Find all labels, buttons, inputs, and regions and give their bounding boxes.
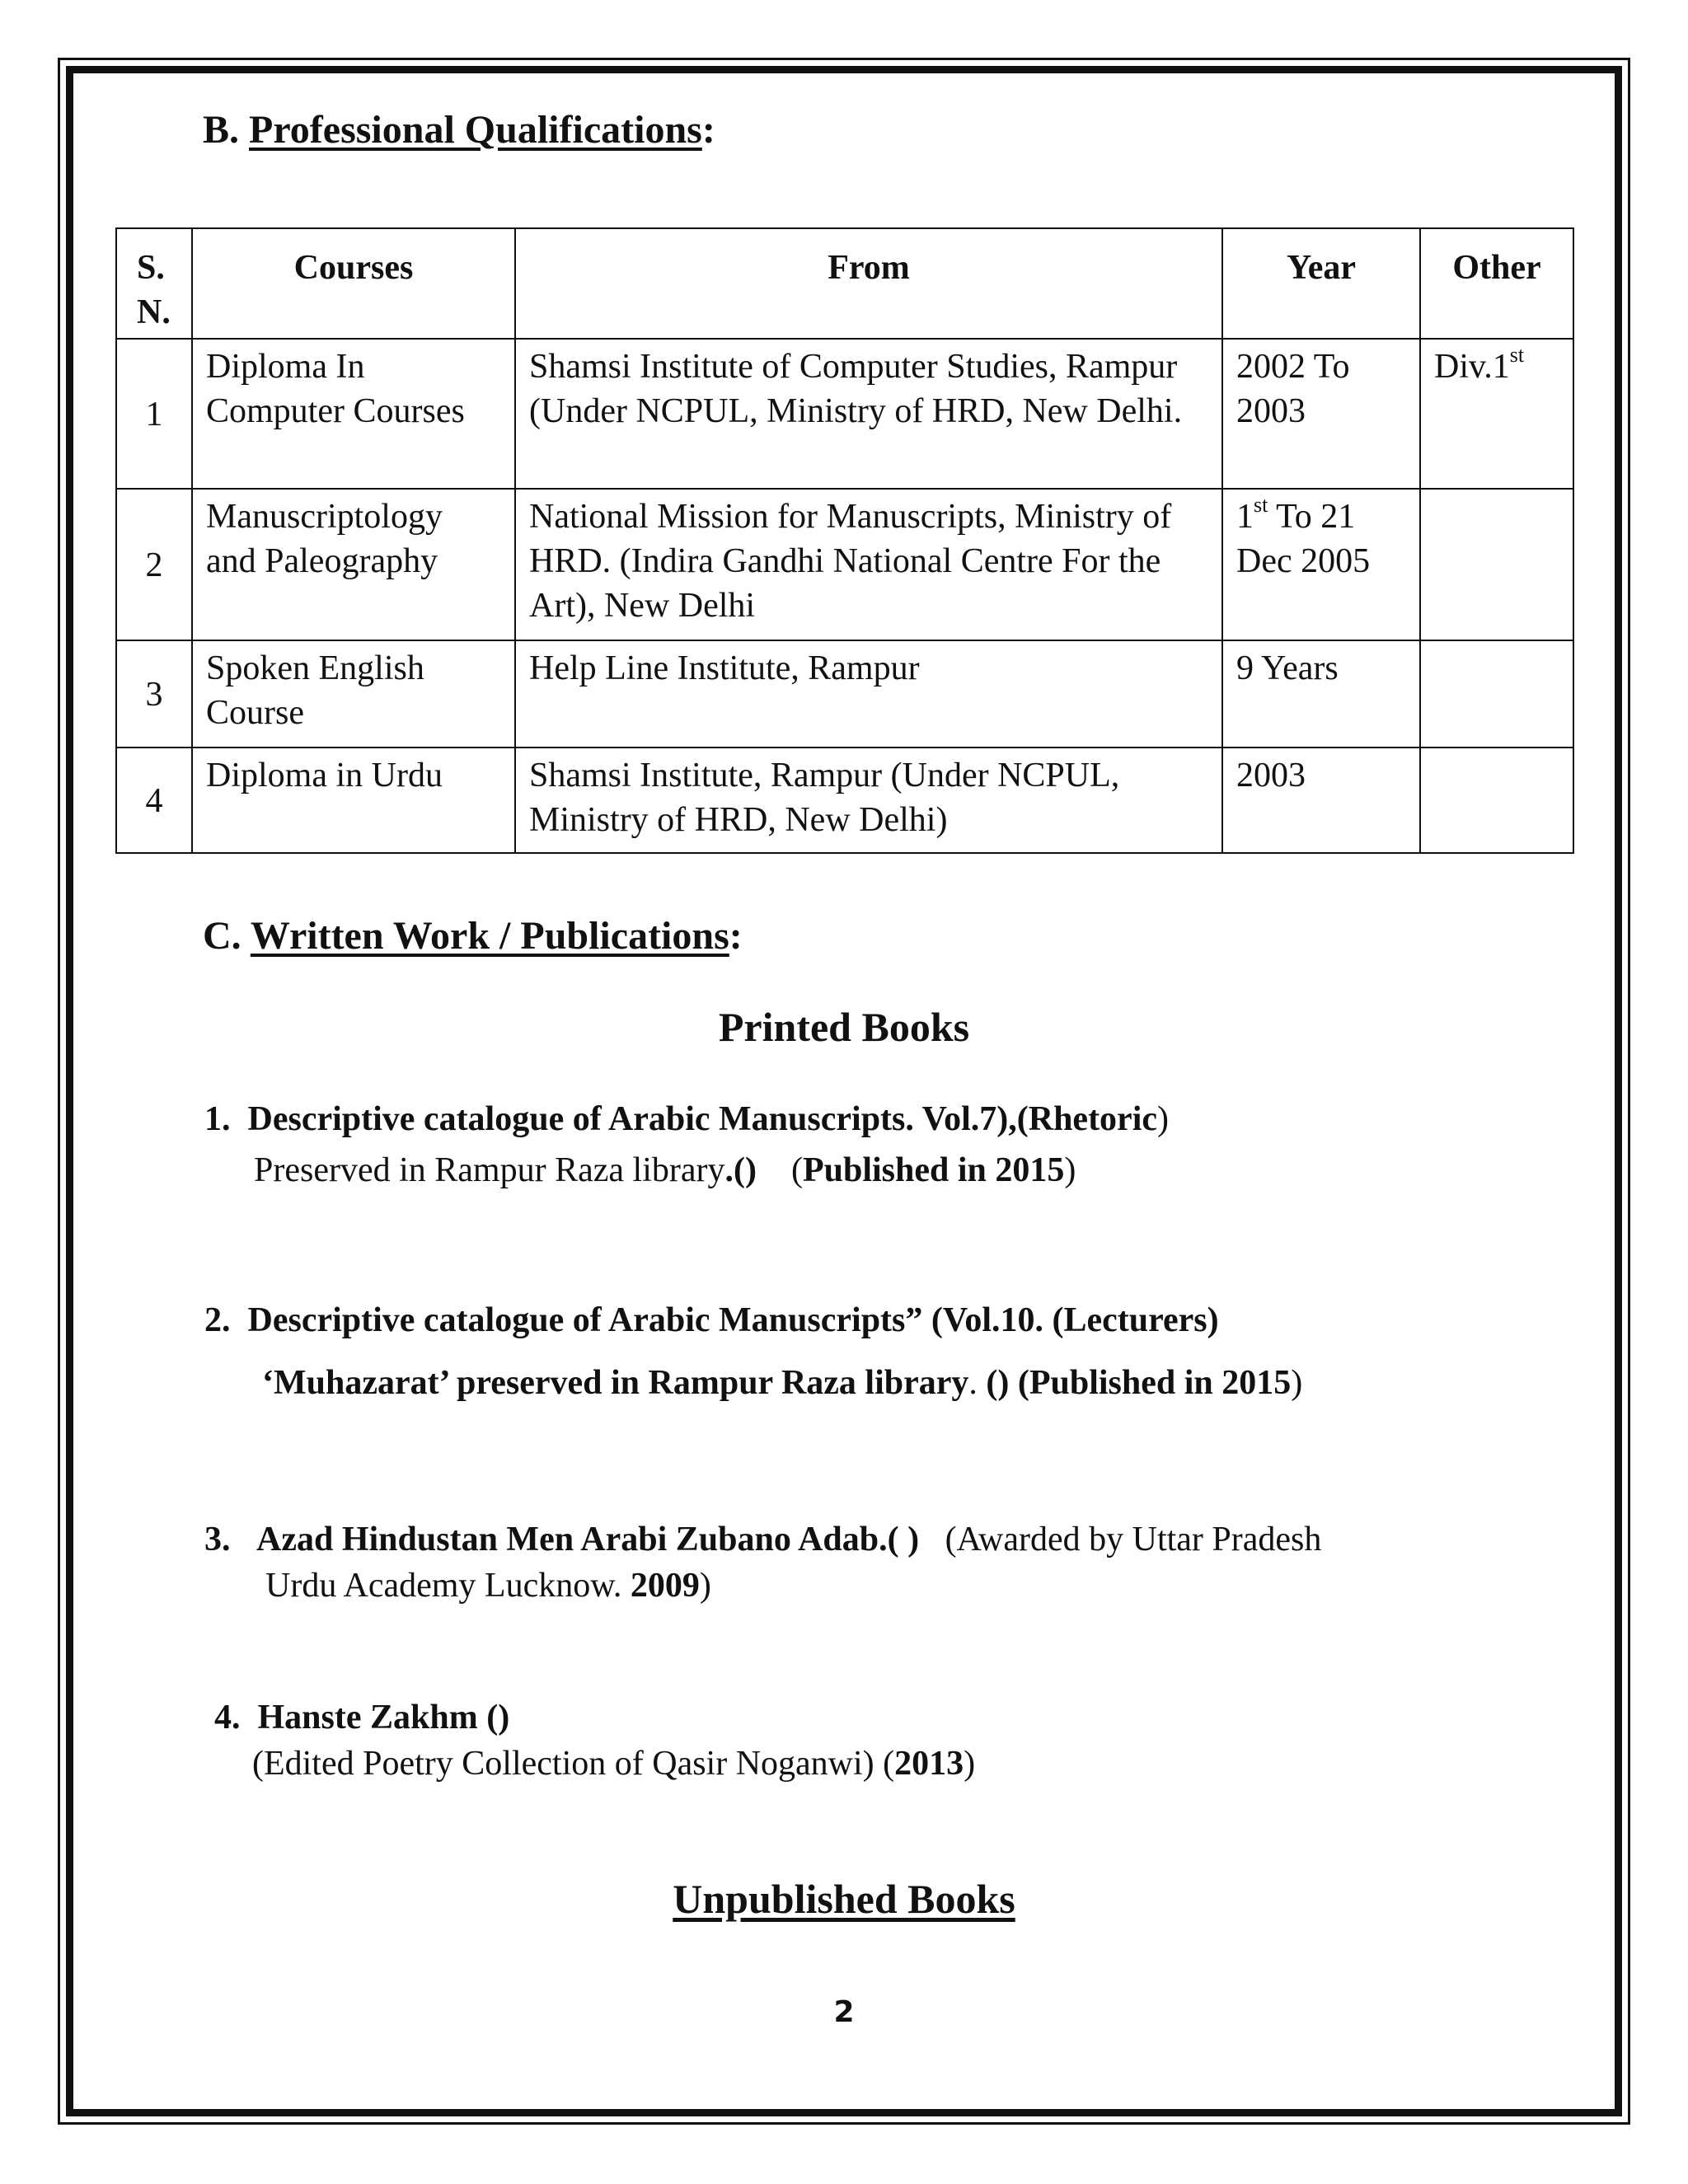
book-year: 2009	[630, 1567, 700, 1605]
book-item-4	[214, 1694, 509, 1741]
book-number: 3.	[204, 1521, 231, 1558]
book-detail-bold: ‘Muhazarat’ preserved in Rampur Raza library	[262, 1364, 969, 1402]
book-detail-mid: .	[968, 1364, 987, 1402]
year-base: 1	[1236, 498, 1254, 536]
book-detail-mid: (	[756, 1151, 803, 1189]
book-detail-bold: .()	[724, 1151, 757, 1189]
section-b-title: Professional Qualifications	[249, 108, 702, 152]
cell-year: 9 Years	[1222, 640, 1420, 748]
section-c-heading	[203, 913, 743, 959]
table-row	[116, 339, 1573, 489]
book-number: 4.	[214, 1699, 241, 1736]
book-detail-end: )	[699, 1567, 711, 1605]
cell-from: Help Line Institute, Rampur	[515, 640, 1222, 748]
cell-year: 2002 To 2003	[1222, 339, 1420, 489]
book-title: Descriptive catalogue of Arabic Manuscripts” (Vol.10. (Lecturers)	[247, 1301, 1219, 1339]
section-b-colon: :	[701, 108, 715, 152]
book-title-tail: (Awarded by Uttar Pradesh	[919, 1521, 1322, 1558]
other-sup: st	[1509, 343, 1525, 367]
book-published: Published in 2015	[802, 1151, 1065, 1189]
year-sup: st	[1254, 493, 1268, 517]
section-b-heading	[203, 107, 715, 153]
book-item-1	[204, 1096, 1169, 1142]
header-sn: S. N.	[116, 228, 192, 339]
cell-from: Shamsi Institute, Rampur (Under NCPUL, Ministry of HRD, New Delhi)	[515, 748, 1222, 853]
book-item-1-details	[254, 1147, 1076, 1193]
unpublished-books-heading	[0, 1874, 1688, 1924]
unpublished-books-title: Unpublished Books	[673, 1876, 1015, 1922]
book-detail-end: )	[1064, 1151, 1076, 1189]
book-detail-end: )	[964, 1745, 976, 1783]
table-row	[116, 489, 1573, 640]
book-detail: Preserved in Rampur Raza library	[254, 1151, 725, 1189]
cell-sn: 2	[116, 489, 192, 640]
qualifications-table	[115, 227, 1574, 854]
cell-course: Diploma In Computer Courses	[192, 339, 515, 489]
other-base: Div.1	[1434, 348, 1510, 386]
cell-sn: 1	[116, 339, 192, 489]
book-item-3-details	[265, 1563, 711, 1609]
book-published: () (Published in 2015	[986, 1364, 1292, 1402]
book-number: 2.	[204, 1301, 231, 1339]
book-detail: Urdu Academy Lucknow.	[265, 1567, 631, 1605]
header-other: Other	[1420, 228, 1573, 339]
cell-sn: 3	[116, 640, 192, 748]
book-title-tail: )	[1157, 1100, 1170, 1138]
book-detail-end: )	[1291, 1364, 1303, 1402]
book-item-4-details	[252, 1741, 975, 1787]
book-title: Descriptive catalogue of Arabic Manuscripts. Vol.7),(Rhetoric	[247, 1100, 1158, 1138]
section-b-letter: B.	[203, 108, 240, 152]
section-c-title: Written Work / Publications	[250, 914, 729, 958]
header-year: Year	[1222, 228, 1420, 339]
header-from: From	[515, 228, 1222, 339]
book-title: Azad Hindustan Men Arabi Zubano Adab.( )	[256, 1521, 920, 1558]
cell-other	[1420, 339, 1573, 489]
book-number: 1.	[204, 1100, 231, 1138]
year-rest: To 21 Dec 2005	[1236, 498, 1371, 580]
cell-course: Spoken English Course	[192, 640, 515, 748]
printed-books-heading: Printed Books	[718, 1004, 970, 1050]
cell-year: 2003	[1222, 748, 1420, 853]
cell-year	[1222, 489, 1420, 640]
section-c-letter: C.	[203, 914, 241, 958]
section-c-colon: :	[729, 914, 743, 958]
book-year: 2013	[894, 1745, 964, 1783]
book-detail: (Edited Poetry Collection of Qasir Noganwi) (	[252, 1745, 895, 1783]
book-title: Hanste Zakhm ()	[257, 1699, 510, 1736]
page-number: 2	[833, 1995, 855, 2029]
cell-course: Diploma in Urdu	[192, 748, 515, 853]
table-row	[116, 640, 1573, 748]
header-courses: Courses	[192, 228, 515, 339]
cell-other	[1420, 489, 1573, 640]
book-item-2	[204, 1297, 1219, 1343]
cell-course: Manuscriptology and Paleography	[192, 489, 515, 640]
cell-sn: 4	[116, 748, 192, 853]
book-item-3	[204, 1516, 1321, 1563]
table-row	[116, 748, 1573, 853]
table-header-row	[116, 228, 1573, 339]
cell-other	[1420, 748, 1573, 853]
cell-from: Shamsi Institute of Computer Studies, Rampur (Under NCPUL, Ministry of HRD, New Delhi.	[515, 339, 1222, 489]
cell-from: National Mission for Manuscripts, Ministry of HRD. (Indira Gandhi National Centre For the Art), New Delhi	[515, 489, 1222, 640]
cell-other	[1420, 640, 1573, 748]
book-item-2-details	[262, 1360, 1302, 1406]
